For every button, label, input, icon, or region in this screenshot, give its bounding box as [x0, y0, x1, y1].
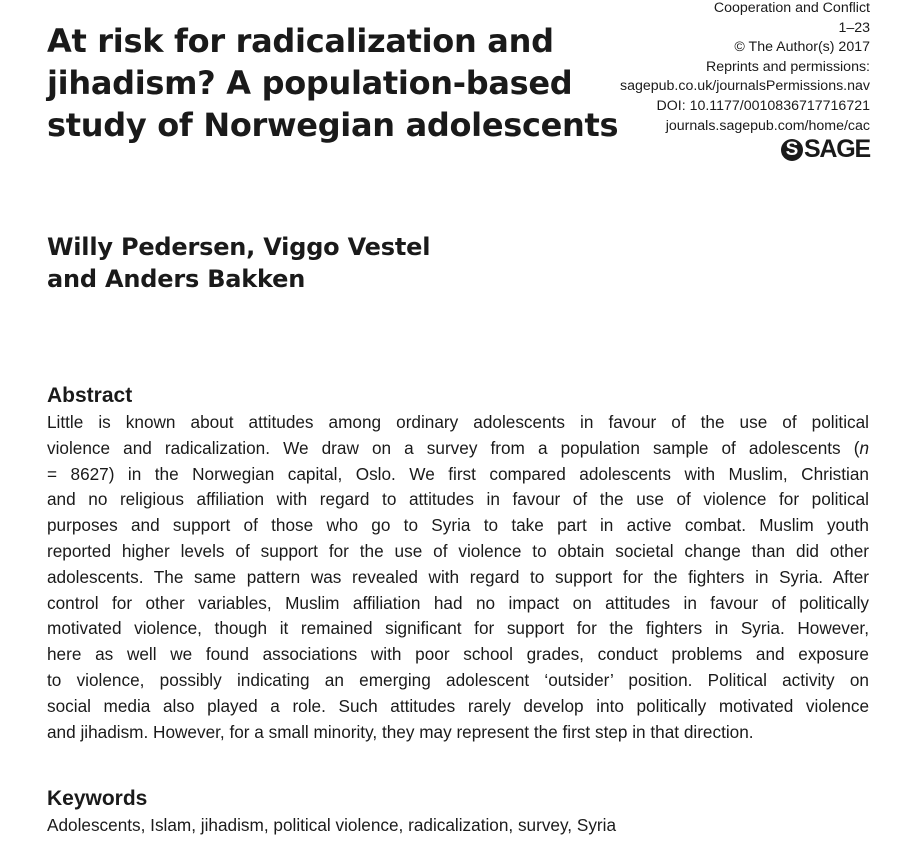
author-list — [47, 231, 430, 295]
abstract-line: here as well we found associations with poor school grades, conduct problems and exposure — [47, 644, 869, 665]
permissions-link[interactable]: sagepub.co.uk/journalsPermissions.nav — [620, 78, 870, 95]
abstract-line: purposes and support of those who go to Syria to take part in active combat. Muslim youth — [47, 515, 869, 536]
keywords-heading: Keywords — [47, 787, 148, 810]
article-title — [47, 20, 617, 146]
abstract-heading: Abstract — [47, 384, 133, 407]
abstract-line — [47, 436, 869, 462]
reprints-label: Reprints and permissions: — [705, 58, 870, 75]
abstract-line: social media also played a role. Such attitudes rarely develop into politically motivated violence — [47, 695, 869, 716]
abstract-line: motivated violence, though it remained significant for support for the fighters in Syria. However, — [47, 618, 869, 639]
abstract-line: adolescents. The same pattern was revealed with regard to support for the fighters in Syria. After — [47, 566, 869, 587]
sage-logo-icon: S — [781, 139, 803, 161]
author-line: Willy Pedersen, Viggo Vestel — [47, 233, 431, 261]
journal-name: Cooperation and Conflict — [713, 0, 870, 16]
article-title-line: study of Norwegian adolescents — [47, 106, 619, 144]
sage-logo-wordmark: SAGE — [803, 135, 870, 164]
doi: DOI: 10.1177/0010836717716721 — [656, 97, 870, 114]
article-title-line: At risk for radicalization and — [47, 22, 554, 60]
abstract-line: to violence, possibly indicating an emerging adolescent ‘outsider’ position. Political activity on — [47, 669, 869, 690]
author-line: and Anders Bakken — [47, 265, 306, 293]
abstract-body — [47, 410, 869, 745]
page-range: 1–23 — [838, 19, 870, 36]
sage-logo — [781, 135, 870, 164]
abstract-line: and no religious affiliation with regard to attitudes in favour of the use of violence for political — [47, 489, 869, 510]
sample-size-symbol: n — [859, 437, 869, 458]
abstract-line: Little is known about attitudes among ordinary adolescents in favour of the use of political — [47, 412, 869, 432]
abstract-line-text: violence and radicalization. We draw on a survey from a population sample of adolescents ( — [47, 437, 860, 458]
journal-homepage-link[interactable]: journals.sagepub.com/home/cac — [665, 117, 870, 134]
keywords-list: Adolescents, Islam, jihadism, political violence, radicalization, survey, Syria — [47, 815, 617, 835]
abstract-line: reported higher levels of support for the use of violence to obtain societal change than did other — [47, 540, 869, 561]
abstract-line: and jihadism. However, for a small minority, they may represent the first step in that direction. — [47, 721, 754, 742]
abstract-line: control for other variables, Muslim affiliation had no impact on attitudes in favour of politically — [47, 592, 869, 613]
abstract-line: = 8627) in the Norwegian capital, Oslo. We first compared adolescents with Muslim, Christian — [47, 463, 869, 484]
article-title-line: jihadism? A population-based — [47, 64, 573, 102]
copyright-notice: © The Author(s) 2017 — [734, 39, 870, 56]
journal-meta-block — [620, 0, 870, 162]
